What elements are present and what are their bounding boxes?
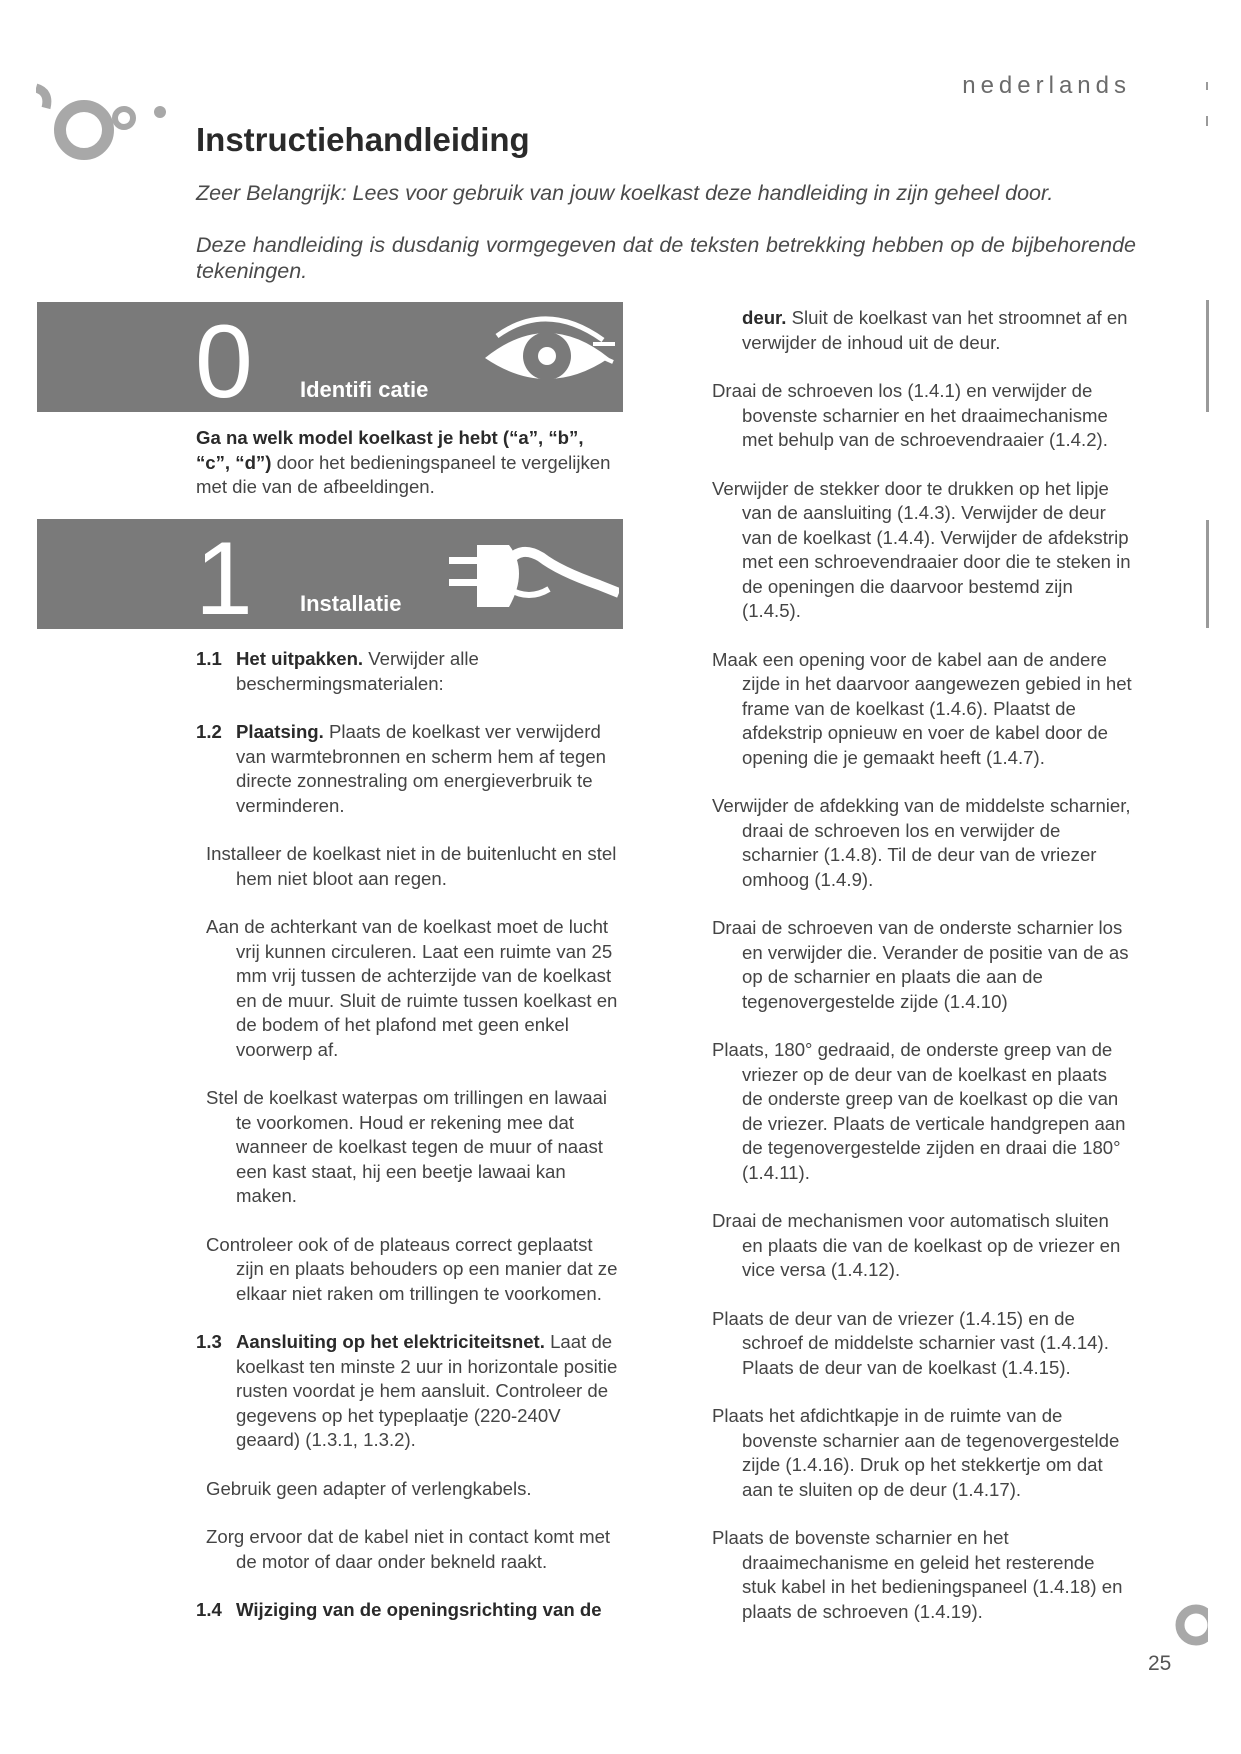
edge-mark	[1206, 116, 1208, 126]
heading-placement: Plaatsing.	[236, 721, 324, 742]
section-label: Installatie	[300, 591, 402, 616]
heading-door: deur.	[742, 307, 787, 328]
language-label: nederlands	[962, 72, 1131, 99]
paragraph-outdoor: Installeer de koelkast niet in de buitenlucht en stel hem niet bloot aan regen.	[206, 843, 617, 889]
step-paragraph: Maak een opening voor de kabel aan de andere zijde in het daarvoor aangewezen gebied in het frame van de koelkast (1.4.6). Plaatst de afdekstrip opnieuw en voer de kabel door de opening die je gemaakt heeft (1.4.7).	[712, 648, 1132, 768]
corner-ring-decoration	[1168, 1602, 1208, 1648]
edge-mark	[1206, 520, 1209, 628]
section-number-1-4: 1.4	[196, 1599, 222, 1620]
heading-unpacking: Het uitpakken.	[236, 648, 364, 669]
section-banner-identification	[37, 302, 623, 412]
eye-icon	[477, 314, 617, 394]
section-label: Identifi catie	[300, 377, 429, 402]
paragraph-text: Laat de koelkast ten minste 2 uur in horizontale positie rusten voordat je hem aansluit. Controleer de gegevens op het typeplaatje (220-240V geaard) (1.3.1, 1.3.2).	[236, 1331, 618, 1450]
left-column	[196, 647, 618, 1647]
paragraph-text: Sluit de koelkast van het stroomnet af en verwijder de inhoud uit de deur.	[742, 307, 1128, 353]
step-paragraph: Plaats, 180° gedraaid, de onderste greep van de vriezer op de deur van de koelkast en plaats de onderste greep van de koelkast op die van de vriezer. Plaats de verticale handgrepen aan de tegenovergestelde zijden en draai die 180° (1.4.11).	[712, 1039, 1126, 1183]
heading-door-reversal: Wijziging van de openingsrichting van de	[236, 1599, 602, 1620]
step-paragraph: Verwijder de stekker door te drukken op het lipje van de aansluiting (1.4.3). Verwijder de deur van de koelkast (1.4.4). Verwijder de afdekstrip met een schroevendraaier door die te steken in de openingen die daarvoor bestemd zijn (1.4.5).	[712, 477, 1131, 621]
plug-icon	[449, 531, 619, 621]
edge-mark	[1206, 82, 1208, 90]
paragraph-cable: Zorg ervoor dat de kabel niet in contact komt met de motor of daar onder bekneld raakt.	[206, 1526, 611, 1572]
intro-description: Deze handleiding is dusdanig vormgegeven dat de teksten betrekking hebben op de bijbehorende tekeningen.	[196, 233, 1136, 283]
section-number: 0	[195, 304, 253, 412]
step-paragraph: Plaats de deur van de vriezer (1.4.15) en de schroef de middelste scharnier vast (1.4.14). Plaats de deur van de koelkast (1.4.15).	[712, 1307, 1109, 1378]
paragraph-electrical	[196, 1330, 618, 1453]
paragraph-shelves: Controleer ook of de plateaus correct geplaatst zijn en plaats behouders op een manier dat ze elkaar niet raken om trillingen te voorkomen.	[206, 1233, 618, 1304]
page-title: Instructiehandleiding	[196, 121, 530, 158]
paragraph-leveling: Stel de koelkast waterpas om trillingen en lawaai te voorkomen. Houd er rekening mee dat wanneer de koelkast tegen de muur of naast een kast staat, hij een beetje lawaai kan maken.	[206, 1087, 608, 1206]
paragraph-air-circulation: Aan de achterkant van de koelkast moet de lucht vrij kunnen circuleren. Laat een ruimte van 25 mm vrij tussen de achterzijde van de koelkast en de muur. Sluit de ruimte tussen koelkast en de bodem of het plafond met geen enkel voorwerp af.	[206, 916, 618, 1060]
section-banner-installation	[37, 519, 623, 629]
step-paragraph: Draai de mechanismen voor automatisch sluiten en plaats die van de koelkast op de vriezer en vice versa (1.4.12).	[712, 1210, 1121, 1280]
page-number: 25	[1148, 1652, 1172, 1675]
identification-bold: Ga na welk model koelkast je hebt (“a”, “b”, “c”, “d”)	[196, 427, 584, 473]
paragraph-text: Plaats de koelkast ver verwijderd van warmtebronnen en scherm hem af tegen directe zonnestraling om energieverbruik te verminderen.	[236, 721, 607, 816]
step-paragraph: Draai de schroeven los (1.4.1) en verwijder de bovenste scharnier en het draaimechanisme met behulp van de schroevendraaier (1.4.2).	[712, 380, 1108, 450]
edge-mark	[1206, 300, 1209, 412]
section-number-1-2: 1.2	[196, 721, 222, 742]
step-paragraph: Plaats het afdichtkapje in de ruimte van de bovenste scharnier aan de tegenovergestelde zijde (1.4.16). Druk op het stekkertje om dat aan te sluiten op de deur (1.4.17).	[712, 1405, 1120, 1500]
section-number-1-1: 1.1	[196, 648, 222, 669]
step-paragraph: Plaats de bovenste scharnier en het draaimechanisme en geleid het resterende stuk kabel in het bedieningspaneel (1.4.18) en plaats de schroeven (1.4.19).	[712, 1527, 1123, 1622]
brand-logo	[36, 78, 176, 188]
paragraph-adapter: Gebruik geen adapter of verlengkabels.	[206, 1477, 532, 1499]
intro-important: Zeer Belangrijk: Lees voor gebruik van jouw koelkast deze handleiding in zijn geheel door.	[196, 181, 1054, 205]
paragraph-unpacking	[196, 647, 618, 696]
heading-electrical: Aansluiting op het elektriciteitsnet.	[236, 1331, 545, 1352]
identification-rest: door het bedieningspaneel te vergelijken met die van de afbeeldingen.	[196, 451, 611, 497]
section-number-1-3: 1.3	[196, 1331, 222, 1352]
paragraph-placement	[196, 720, 618, 818]
paragraph-door	[712, 306, 1132, 355]
paragraph-text: Verwijder alle beschermingsmaterialen:	[236, 648, 479, 694]
step-paragraph: Verwijder de afdekking van de middelste scharnier, draai de schroeven los en verwijder de scharnier (1.4.8). Til de deur van de vriezer omhoog (1.4.9).	[712, 795, 1131, 890]
identification-text	[196, 426, 616, 500]
paragraph-door-reversal	[196, 1598, 618, 1623]
right-column	[712, 306, 1132, 1648]
section-number: 1	[195, 521, 253, 629]
step-paragraph: Draai de schroeven van de onderste scharnier los en verwijder die. Verander de positie van de as op de scharnier en plaats die aan de tegenovergestelde zijde (1.4.10)	[712, 917, 1129, 1012]
